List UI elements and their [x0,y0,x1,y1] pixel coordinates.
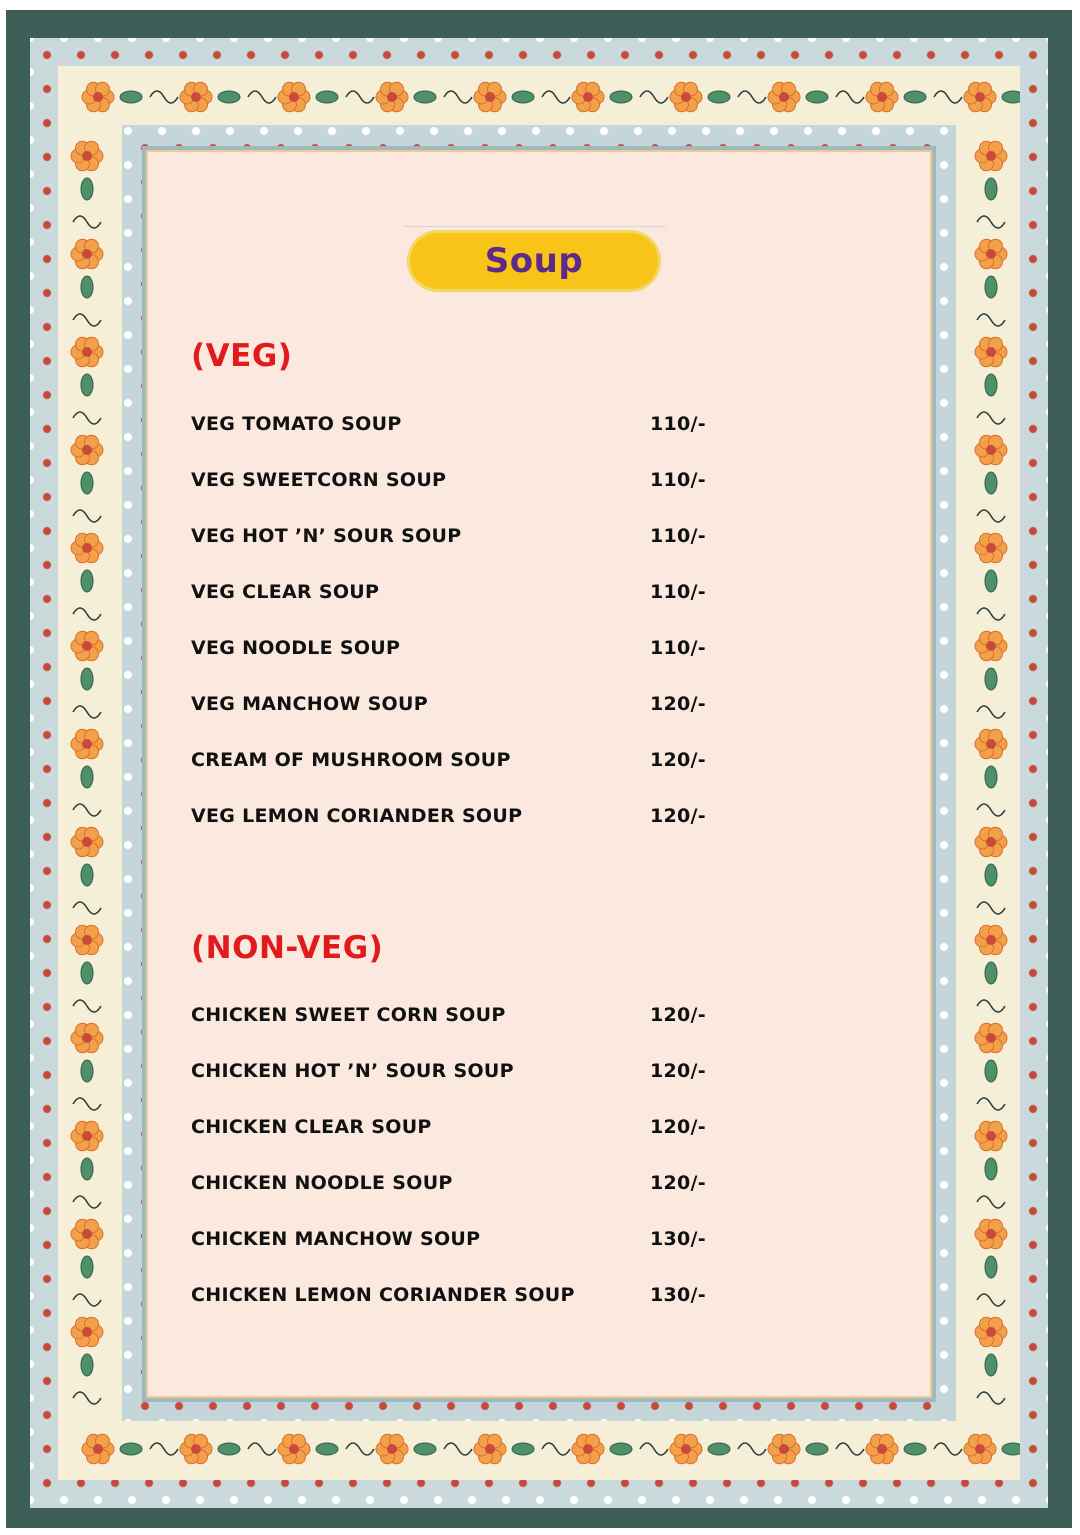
item-price: 110/- [650,581,706,603]
item-name: VEG TOMATO SOUP [191,413,402,435]
item-price: 120/- [650,805,706,827]
list-item [191,805,751,861]
list-item [191,1116,751,1172]
item-price: 120/- [650,693,706,715]
section-heading-non-veg: (NON-VEG) [191,930,384,966]
item-name: CHICKEN MANCHOW SOUP [191,1228,481,1250]
item-name: CHICKEN HOT ’N’ SOUR SOUP [191,1060,514,1082]
item-name: VEG NOODLE SOUP [191,637,401,659]
item-name: VEG LEMON CORIANDER SOUP [191,805,523,827]
non-veg-items-list [191,1004,751,1340]
item-price: 120/- [650,1004,706,1026]
item-name: CHICKEN SWEET CORN SOUP [191,1004,506,1026]
title-divider [404,226,666,227]
item-name: CHICKEN LEMON CORIANDER SOUP [191,1284,575,1306]
list-item [191,1060,751,1116]
list-item [191,1284,751,1340]
menu-title: Soup [484,241,584,281]
menu-title-badge [407,230,661,292]
list-item [191,1228,751,1284]
item-name: VEG SWEETCORN SOUP [191,469,447,491]
list-item [191,1172,751,1228]
list-item [191,413,751,469]
item-price: 120/- [650,749,706,771]
item-price: 110/- [650,525,706,547]
item-price: 120/- [650,1116,706,1138]
list-item [191,469,751,525]
list-item [191,749,751,805]
item-name: VEG MANCHOW SOUP [191,693,428,715]
item-price: 130/- [650,1228,706,1250]
list-item [191,693,751,749]
veg-items-list [191,413,751,861]
item-name: VEG HOT ’N’ SOUR SOUP [191,525,462,547]
list-item [191,525,751,581]
item-price: 120/- [650,1172,706,1194]
item-price: 110/- [650,413,706,435]
item-name: CHICKEN CLEAR SOUP [191,1116,432,1138]
item-price: 110/- [650,469,706,491]
item-name: VEG CLEAR SOUP [191,581,380,603]
item-name: CHICKEN NOODLE SOUP [191,1172,453,1194]
item-price: 130/- [650,1284,706,1306]
list-item [191,1004,751,1060]
item-price: 120/- [650,1060,706,1082]
list-item [191,637,751,693]
item-name: CREAM OF MUSHROOM SOUP [191,749,511,771]
section-heading-veg: (VEG) [191,338,293,374]
item-price: 110/- [650,637,706,659]
list-item [191,581,751,637]
